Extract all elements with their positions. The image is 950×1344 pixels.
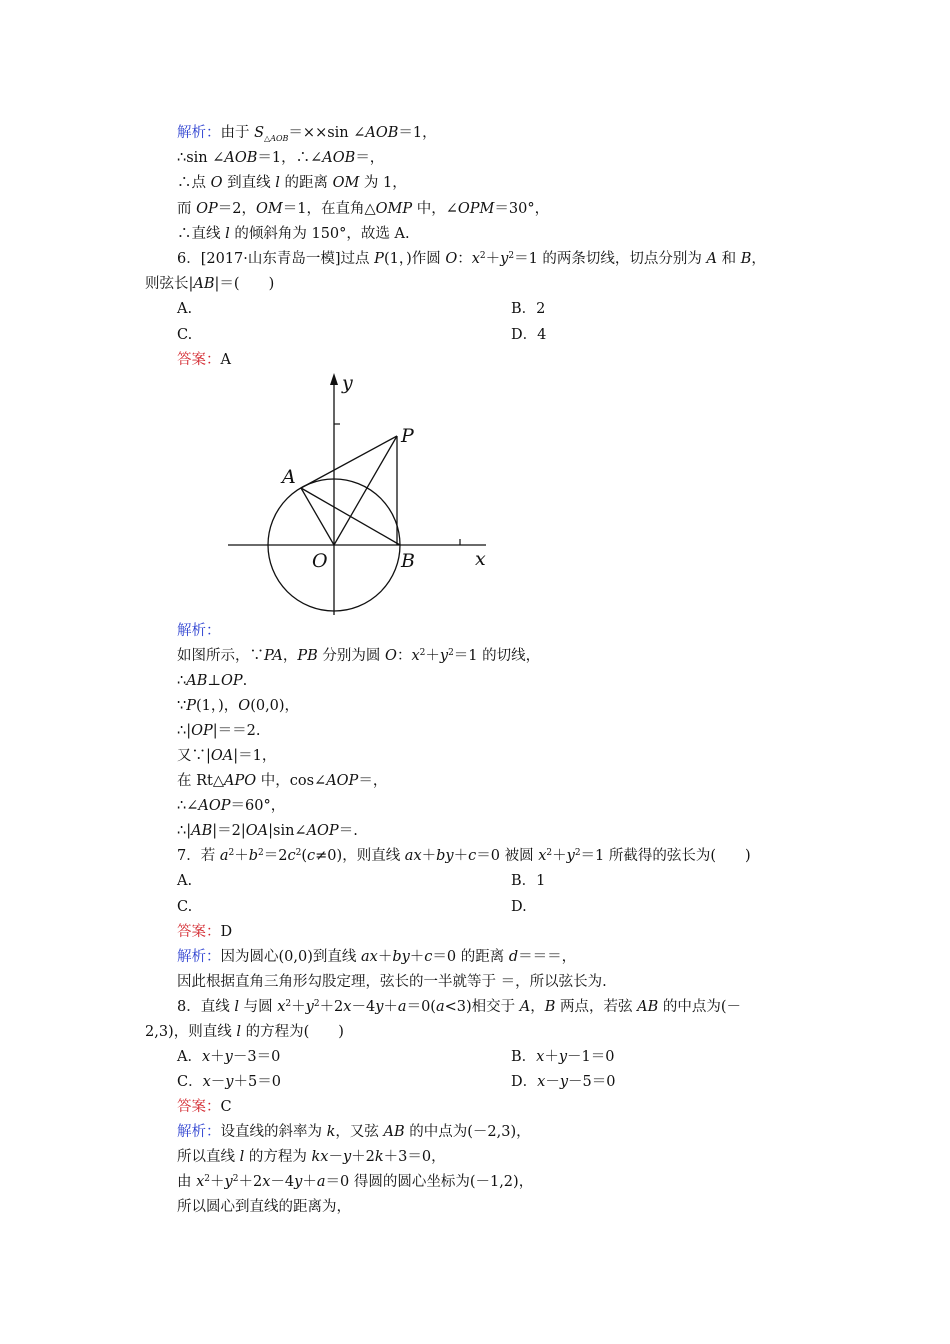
q8-solution-line4: 所以圆心到直线的距离为， (177, 1199, 351, 1215)
q7-solution-line2: 因此根据直角三角形勾股定理，弦长的一半就等于 ＝，所以弦长为. (177, 974, 607, 990)
q8-solution-line3: 由 $x^2+y^2+2x-4y+a=0$ 得圆的圆心坐标为(－1,2)， (177, 1174, 534, 1190)
sol5-line2: ∴sin ∠AOB＝1，∴∠AOB＝， (177, 150, 385, 166)
sol6-line1: 如图所示，∵PA，PB 分别为圆 O：$x^2+y^2=1$ 的切线， (177, 648, 541, 664)
sol6-line6: 在 Rt△APO 中，cos∠AOP＝， (177, 773, 388, 789)
sol6-line5: 又∵|OA|＝1， (177, 748, 277, 764)
q8-line1: 8．直线 l 与圆 $x^2+y^2+2x-4y+a=0(a<3)$相交于 A，B 两点，若弦 AB 的中点为(－ (177, 999, 742, 1015)
q8-option-d: D．x－y－5＝0 (511, 1074, 616, 1090)
sol6-label (177, 622, 221, 640)
q7-option-a: A. (177, 873, 193, 889)
sol5-line3: ∴点 O 到直线 l 的距离 OM 为 1， (177, 175, 407, 191)
q7-option-c: C. (177, 899, 193, 915)
q7-line1: 7．若 $a^2+b^2=2c^2(c\ne 0)$，则直线 ax＋by＋c＝0 被圆 $x^2+y^2=1$ 所截得的弦长为( ) (177, 848, 751, 864)
segment-ab (301, 488, 400, 545)
q6-option-a: A. (177, 301, 193, 317)
q8-solution-line2: 所以直线 l 的方程为 kx－y＋2k＋3＝0， (177, 1149, 446, 1165)
q6-line2: 则弦长|AB|＝( ) (145, 276, 275, 292)
y-axis-arrow (330, 373, 338, 385)
answer-label: 答案： (177, 352, 221, 368)
q8-solution-line1: 解析：设直线的斜率为 k，又弦 AB 的中点为(－2,3)， (177, 1124, 531, 1140)
solution-label: 解析： (177, 1124, 221, 1140)
label-a: A (282, 466, 296, 488)
solution-label: 解析： (177, 949, 221, 965)
solution-label: 解析： (177, 623, 221, 639)
answer-label: 答案： (177, 924, 221, 940)
sol5-line1: 解析：由于 $S_{\triangle AOB}=\times\times\sin$ ∠AOB＝1， (177, 125, 437, 143)
sol5-line5: ∴直线 l 的倾斜角为 150°，故选 A. (177, 226, 410, 242)
segment-ao (301, 488, 334, 545)
q7-option-b: B．1 (511, 873, 546, 889)
q8-option-c: C．x－y＋5＝0 (177, 1074, 281, 1090)
label-b: B (401, 550, 415, 572)
q8-answer: 答案：C (177, 1099, 232, 1115)
q8-option-a: A．x＋y－3＝0 (177, 1049, 281, 1065)
sol6-line3: ∵P(1，)，O(0,0)， (177, 698, 300, 714)
label-p: P (401, 425, 414, 447)
q6-option-c: C. (177, 327, 193, 343)
q6-answer: 答案：A (177, 352, 231, 368)
q8-option-b: B．x＋y－1＝0 (511, 1049, 615, 1065)
q6-option-b: B．2 (511, 301, 546, 317)
q8-line2: 2,3)，则直线 l 的方程为( ) (145, 1024, 344, 1040)
sol6-line4: ∴|OP|＝＝2. (177, 723, 261, 739)
q6-option-d: D．4 (511, 327, 547, 343)
label-x: x (475, 548, 486, 570)
label-y: y (342, 372, 353, 394)
label-o: O (312, 550, 328, 572)
q6-line1: 6．[2017·山东青岛一模]过点 P(1，)作圆 O：$x^2+y^2=1$ 的两条切线，切点分别为 A 和 B， (177, 251, 766, 267)
sol6-line2: ∴AB⊥OP. (177, 673, 248, 689)
q7-option-d: D. (511, 899, 527, 915)
sol5-line4: 而 OP＝2，OM＝1，在直角△OMP 中，∠OPM＝30°， (177, 201, 550, 217)
q7-solution-line1: 解析：因为圆心(0,0)到直线 ax＋by＋c＝0 的距离 d＝＝＝， (177, 949, 577, 965)
q7-answer: 答案：D (177, 924, 233, 940)
sol6-line7: ∴∠AOP＝60°， (177, 798, 286, 814)
answer-label: 答案： (177, 1099, 221, 1115)
circle-tangent-figure (224, 369, 494, 619)
sol6-line8: ∴|AB|＝2|OA|sin∠AOP＝. (177, 823, 358, 839)
solution-label: 解析： (177, 125, 221, 141)
